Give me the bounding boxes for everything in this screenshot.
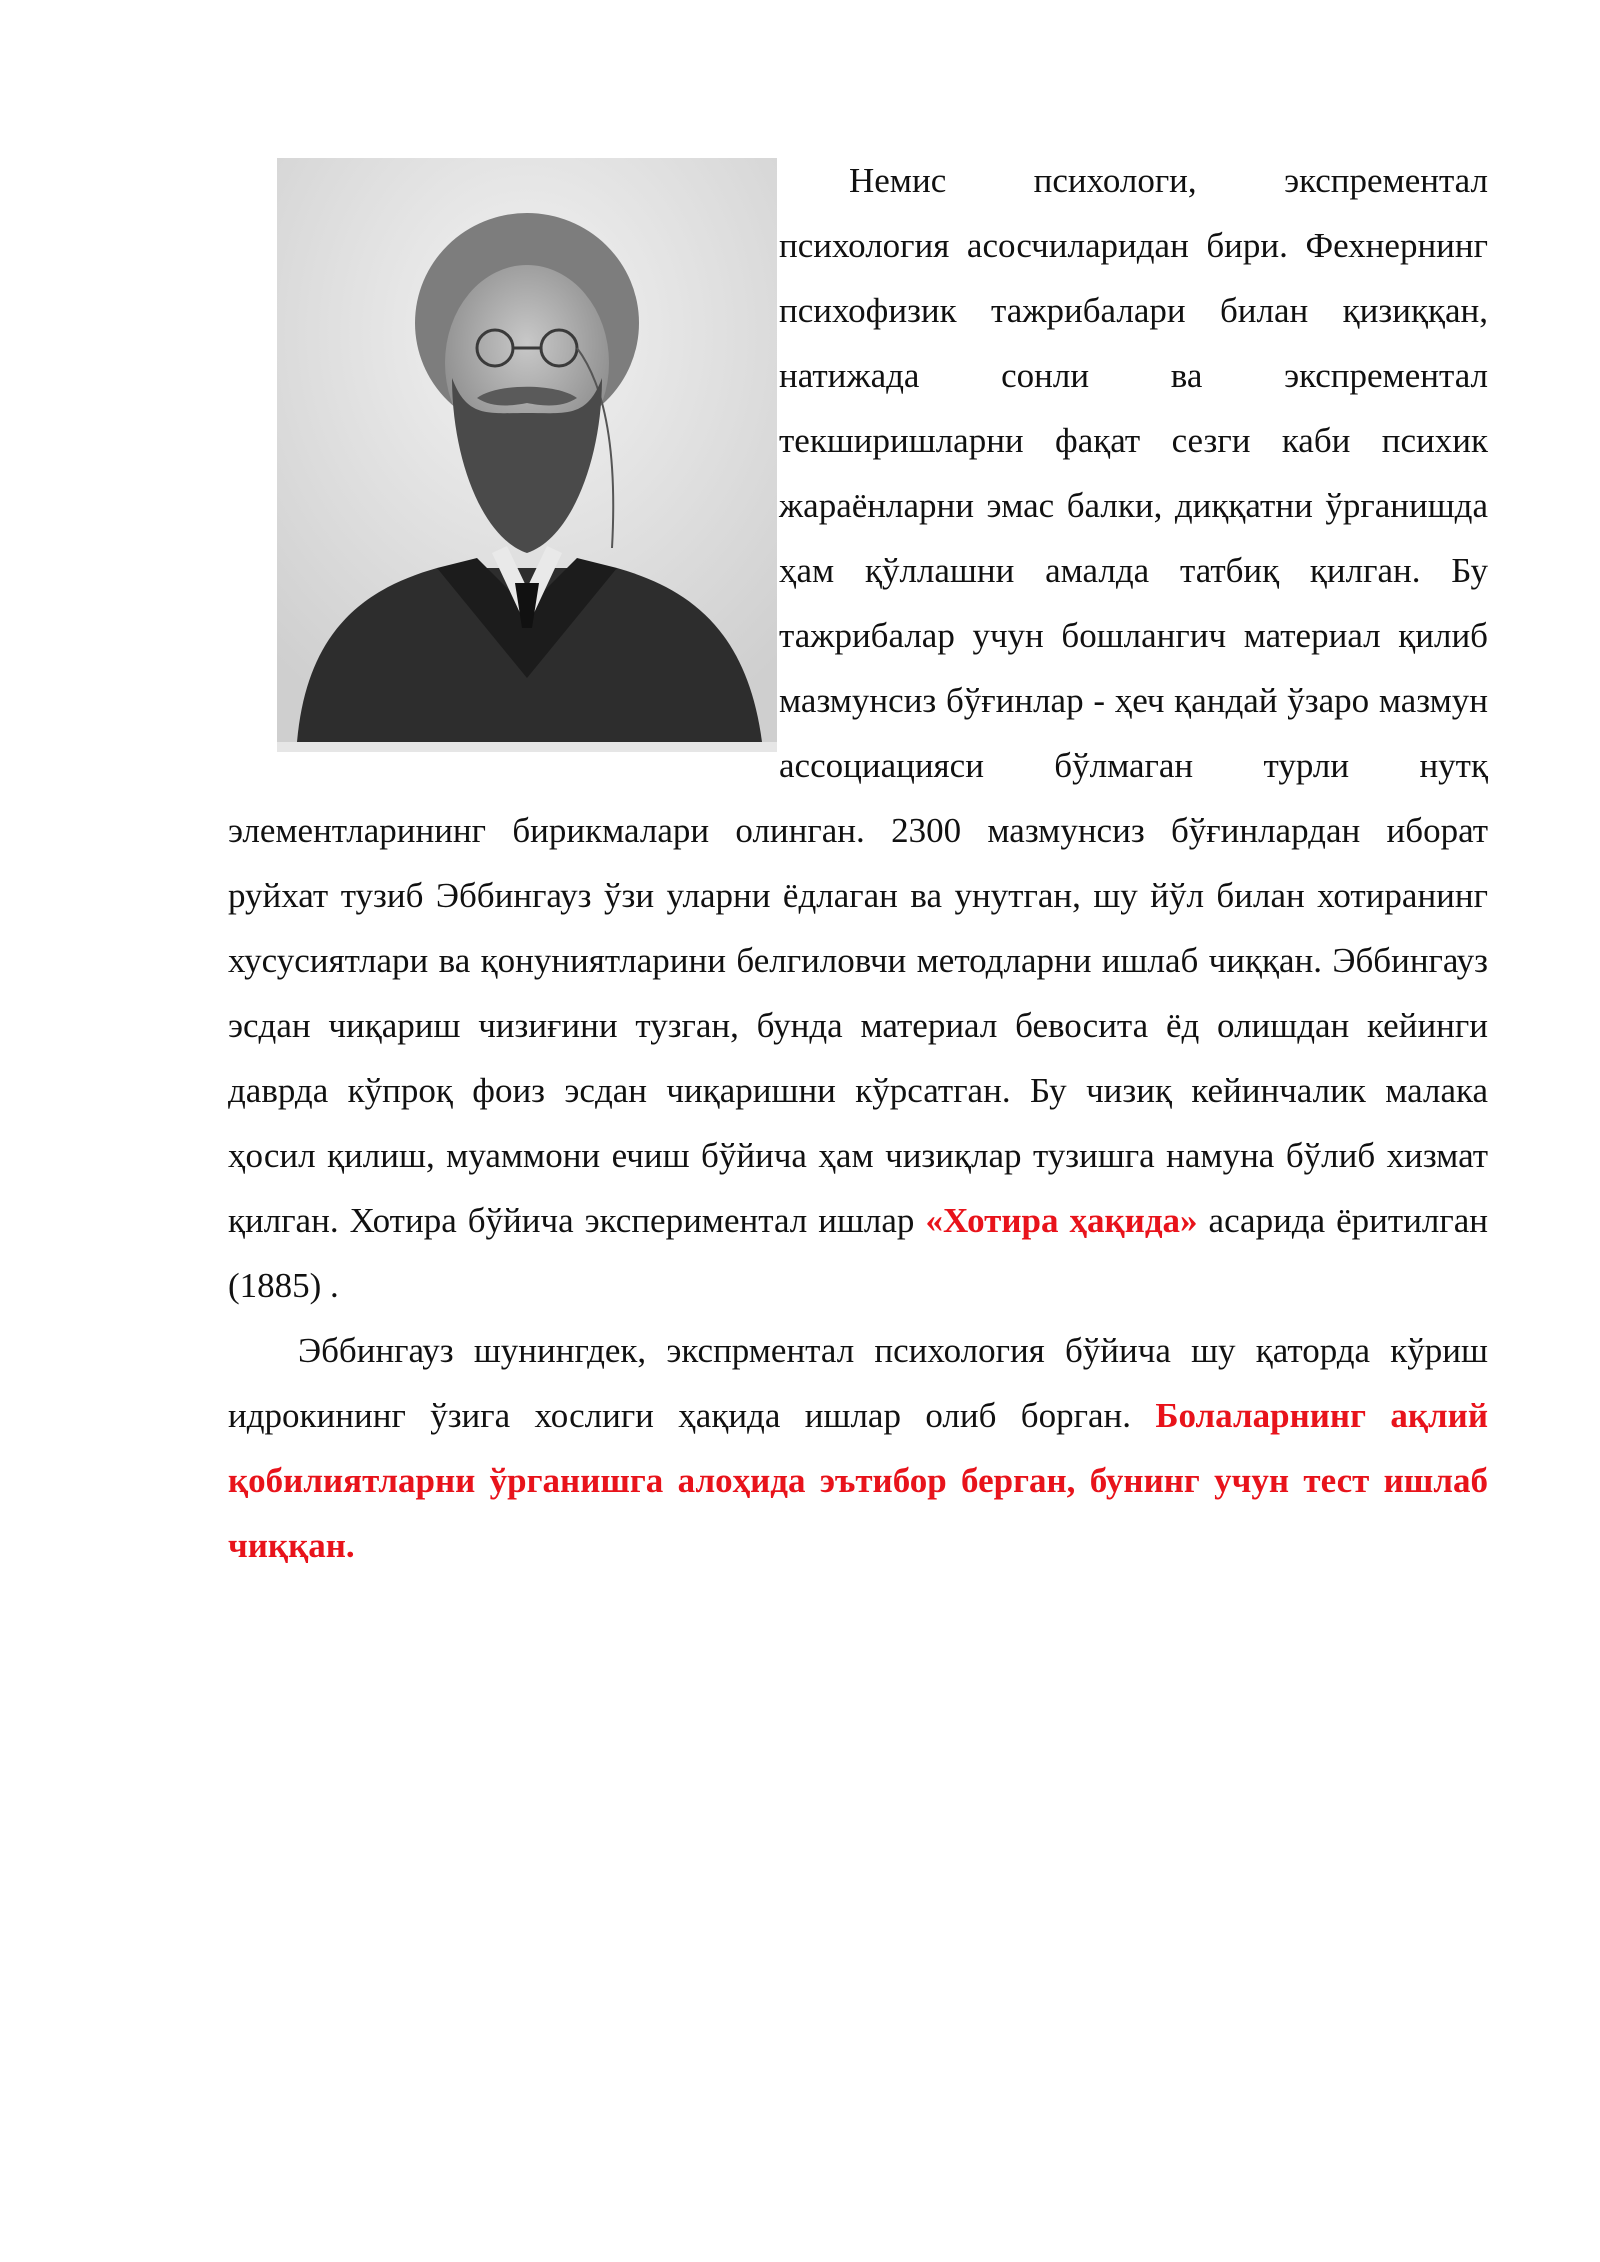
paragraph-1-ending: асарида ёритилган — [1208, 1201, 1489, 1240]
publication-year: (1885) . — [228, 1266, 339, 1305]
paragraph-2 — [228, 1318, 1488, 1578]
paragraph-2-highlight: Болаларнинг ақлий қобилиятларни ўрганишга алоҳида эътибор берган, бунинг учун тест ишлаб чиққан. — [228, 1396, 1488, 1565]
paragraph-1-text: Немис психологи, экспрементал психология асосчиларидан бири. Фехнернинг психофизик тажрибалари билан қизиққан, натижада сонли ва экспрементал текширишларни фақат сезги каби психик жараёнларни эмас балки, диққатни ўрганишда ҳам қўллашни амалда татбиқ қилган. Бу тажрибалар учун бошлангич материал қилиб мазмунсиз бўғинлар - ҳеч қандай ўзаро мазмун ассоциацияси бўлмаган турли нутқ элементларининг бирикмалари олинган. 2300 мазмунсиз бўғинлардан иборат руйхат тузиб Эббингауз ўзи уларни ёдлаган ва унутган, шу йўл билан хотиранинг хусусиятлари ва қонуниятларини белгиловчи методларни ишлаб чиққан. Эббингауз эсдан чиқариш чизиғини тузган, бунда материал бевосита ёд олишдан кейинги даврда кўпроқ фоиз эсдан чиқаришни кўрсатган. Бу чизиқ кейинчалик малака ҳосил қилиш, муаммони ечиш бўйича ҳам чизиқлар тузишга намуна бўлиб хизмат қилган. Хотира бўйича экспериментал ишлар — [228, 161, 1488, 1240]
portrait-image — [277, 158, 777, 742]
portrait-photo — [277, 158, 777, 752]
document-page — [228, 148, 1488, 1578]
paragraph-2-text: Эббингауз шунингдек, экспрментал психология бўйича шу қаторда кўриш идрокининг ўзига хослиги ҳақида ишлар олиб борган. — [228, 1331, 1488, 1435]
book-title: «Хотира ҳақида» — [925, 1201, 1198, 1240]
